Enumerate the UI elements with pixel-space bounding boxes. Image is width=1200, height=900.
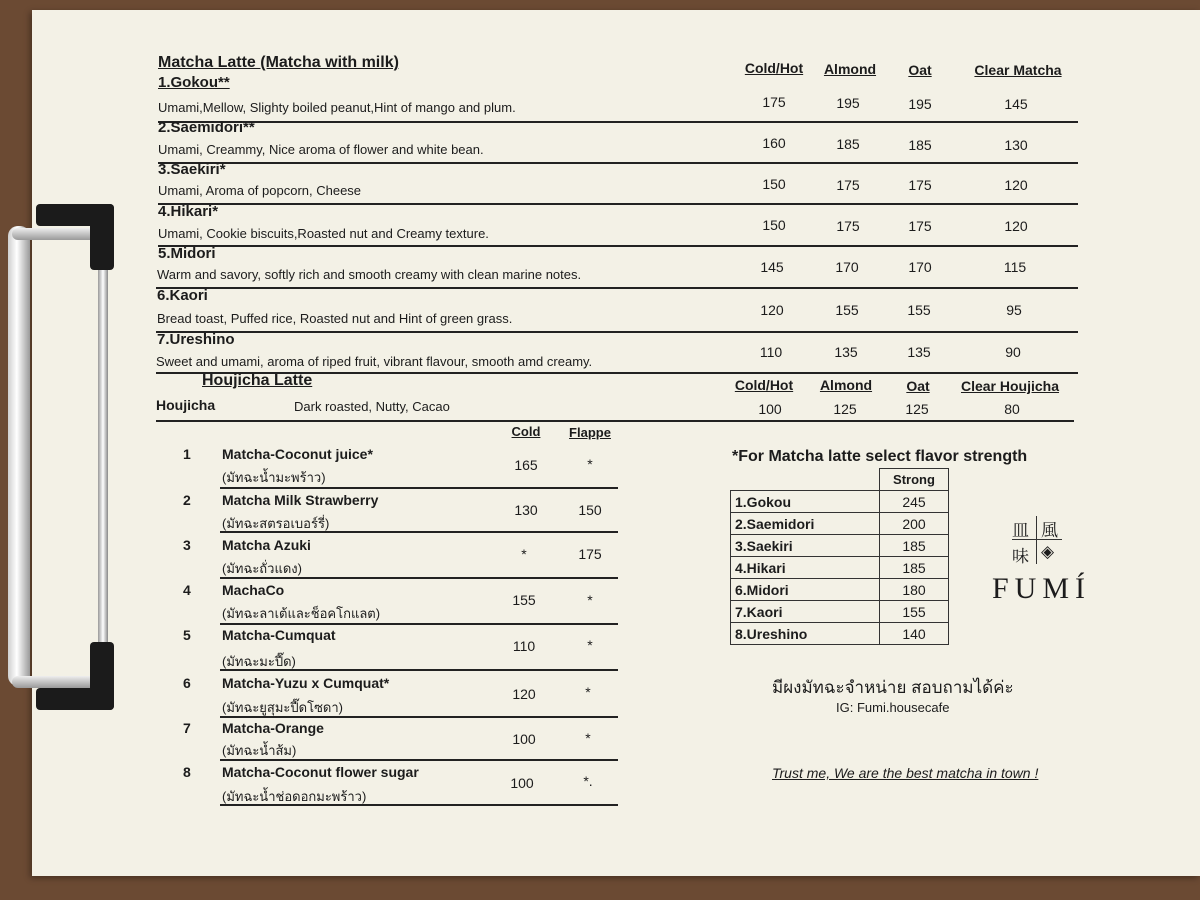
price-clear: 130 bbox=[1004, 137, 1028, 153]
price-cold-hot: 150 bbox=[762, 176, 786, 192]
special-thai-name: (มัทฉะน้ำมะพร้าว) bbox=[222, 470, 326, 485]
houjicha-price-almond: 125 bbox=[833, 401, 857, 417]
houjicha-name: Houjicha bbox=[156, 397, 216, 413]
price-oat: 170 bbox=[908, 259, 932, 275]
menu-item-desc: Umami, Cookie biscuits,Roasted nut and Creamy texture. bbox=[158, 226, 489, 241]
strength-row-name: 7.Kaori bbox=[731, 601, 880, 623]
strength-row-name: 3.Saekiri bbox=[731, 535, 880, 557]
special-name: Matcha-Yuzu x Cumquat* bbox=[222, 675, 390, 691]
special-number: 7 bbox=[183, 720, 191, 736]
price-almond: 175 bbox=[836, 177, 860, 193]
menu-item-desc: Sweet and umami, aroma of riped fruit, vibrant flavour, smooth amd creamy. bbox=[156, 354, 593, 369]
special-number: 2 bbox=[183, 492, 191, 508]
price-oat: 185 bbox=[908, 137, 932, 153]
special-name: Matcha-Coconut flower sugar bbox=[222, 764, 419, 780]
header-oat: Oat bbox=[908, 62, 932, 78]
strength-row-name: 1.Gokou bbox=[731, 491, 880, 513]
price-oat: 175 bbox=[908, 218, 932, 234]
specials-header-cold: Cold bbox=[511, 424, 541, 439]
special-number: 4 bbox=[183, 582, 191, 598]
special-name: MachaCo bbox=[222, 582, 285, 598]
price-oat: 155 bbox=[907, 302, 931, 318]
powder-for-sale-note: มีผงมัทฉะจำหน่าย สอบถามได้ค่ะ bbox=[772, 678, 1014, 697]
strength-row-value: 245 bbox=[880, 491, 949, 513]
special-thai-name: (มัทฉะน้ำส้ม) bbox=[222, 743, 297, 758]
header-almond: Almond bbox=[823, 61, 877, 77]
special-number: 3 bbox=[183, 537, 191, 553]
houjicha-price-oat: 125 bbox=[905, 401, 929, 417]
special-price-flappe: 175 bbox=[578, 546, 602, 562]
price-clear: 120 bbox=[1004, 177, 1028, 193]
houjicha-header-almond: Almond bbox=[819, 377, 873, 393]
strength-row-value: 185 bbox=[880, 535, 949, 557]
menu-item-desc: Warm and savory, softly rich and smooth creamy with clean marine notes. bbox=[157, 267, 582, 282]
houjicha-header-cold-hot: Cold/Hot bbox=[734, 377, 794, 393]
slogan: Trust me, We are the best matcha in town ! bbox=[772, 765, 1039, 781]
strength-table bbox=[730, 468, 949, 645]
menu-item-name: 1.Gokou** bbox=[158, 74, 230, 91]
price-almond: 170 bbox=[835, 259, 859, 275]
price-almond: 175 bbox=[836, 218, 860, 234]
price-oat: 195 bbox=[908, 96, 932, 112]
menu-item-name: 4.Hikari* bbox=[158, 203, 219, 220]
price-clear: 145 bbox=[1004, 96, 1028, 112]
price-cold-hot: 145 bbox=[760, 259, 784, 275]
header-cold-hot: Cold/Hot bbox=[744, 60, 804, 76]
special-price-cold: 120 bbox=[512, 686, 536, 702]
special-price-cold: 100 bbox=[510, 775, 534, 791]
special-price-flappe: * bbox=[587, 456, 593, 472]
matcha-latte-title: Matcha Latte (Matcha with milk) bbox=[158, 54, 399, 71]
houjicha-desc: Dark roasted, Nutty, Cacao bbox=[294, 399, 450, 414]
strength-row-name: 4.Hikari bbox=[731, 557, 880, 579]
special-thai-name: (มัทฉะยูสุมะปี๊ดโซดา) bbox=[222, 700, 343, 715]
price-oat: 175 bbox=[908, 177, 932, 193]
logo-glyph: ◈ bbox=[1041, 542, 1055, 562]
logo-glyph: 皿 bbox=[1012, 521, 1029, 541]
special-name: Matcha-Coconut juice* bbox=[222, 446, 373, 462]
strength-row-name: 6.Midori bbox=[731, 579, 880, 601]
special-number: 6 bbox=[183, 675, 191, 691]
price-cold-hot: 120 bbox=[760, 302, 784, 318]
strength-row-value: 200 bbox=[880, 513, 949, 535]
strength-row-value: 155 bbox=[880, 601, 949, 623]
special-name: Matcha Azuki bbox=[222, 537, 311, 553]
special-name: Matcha-Orange bbox=[222, 720, 324, 736]
price-clear: 90 bbox=[1005, 344, 1021, 360]
special-price-flappe: 150 bbox=[578, 502, 602, 518]
houjicha-title: Houjicha Latte bbox=[202, 372, 313, 389]
menu-item-name: 3.Saekiri* bbox=[158, 161, 226, 178]
menu-item-name: 6.Kaori bbox=[157, 287, 208, 304]
price-almond: 135 bbox=[834, 344, 858, 360]
strength-title: *For Matcha latte select flavor strength bbox=[732, 448, 1028, 465]
special-price-cold: 130 bbox=[514, 502, 538, 518]
special-price-cold: 165 bbox=[514, 457, 538, 473]
special-price-cold: 100 bbox=[512, 731, 536, 747]
special-number: 1 bbox=[183, 446, 191, 462]
special-thai-name: (มัทฉะน้ำช่อดอกมะพร้าว) bbox=[222, 789, 367, 804]
price-cold-hot: 160 bbox=[762, 135, 786, 151]
price-oat: 135 bbox=[907, 344, 931, 360]
price-almond: 195 bbox=[836, 95, 860, 111]
special-price-cold: * bbox=[521, 546, 527, 562]
price-clear: 115 bbox=[1003, 259, 1027, 275]
clip-rod-vertical bbox=[98, 262, 108, 650]
fumi-logo bbox=[990, 512, 1100, 612]
price-cold-hot: 110 bbox=[759, 344, 783, 360]
instagram-handle: IG: Fumi.housecafe bbox=[836, 700, 950, 715]
special-price-flappe: * bbox=[585, 730, 591, 746]
special-thai-name: (มัทฉะถั่วแดง) bbox=[222, 561, 302, 576]
strength-row-name: 8.Ureshino bbox=[731, 623, 880, 645]
menu-item-desc: Umami, Aroma of popcorn, Cheese bbox=[158, 183, 362, 198]
houjicha-header-clear: Clear Houjicha bbox=[960, 378, 1060, 394]
price-clear: 95 bbox=[1006, 302, 1022, 318]
special-price-cold: 110 bbox=[512, 638, 536, 654]
special-thai-name: (มัทฉะลาเต้และช็อคโกแลต) bbox=[222, 606, 381, 621]
strength-row-value: 140 bbox=[880, 623, 949, 645]
clip-cap-bottom bbox=[36, 642, 114, 712]
menu-item-desc: Umami, Creammy, Nice aroma of flower and white bean. bbox=[158, 142, 484, 157]
houjicha-price-clear: 80 bbox=[1004, 401, 1020, 417]
logo-glyph: 風 bbox=[1041, 521, 1058, 541]
price-clear: 120 bbox=[1004, 218, 1028, 234]
menu-item-desc: Bread toast, Puffed rice, Roasted nut and Hint of green grass. bbox=[157, 311, 513, 326]
menu-item-name: 2.Saemidori** bbox=[158, 119, 255, 136]
price-almond: 185 bbox=[836, 136, 860, 152]
special-name: Matcha Milk Strawberry bbox=[222, 492, 379, 508]
special-thai-name: (มัทฉะสตรอเบอร์รี่) bbox=[222, 516, 330, 531]
menu-item-name: 5.Midori bbox=[158, 245, 216, 262]
menu-item-name: 7.Ureshino bbox=[157, 331, 235, 348]
special-price-flappe: * bbox=[587, 637, 593, 653]
special-thai-name: (มัทฉะมะปี๊ด) bbox=[222, 654, 296, 669]
strength-row-value: 185 bbox=[880, 557, 949, 579]
special-price-flappe: * bbox=[585, 684, 591, 700]
header-clear-matcha: Clear Matcha bbox=[974, 62, 1062, 78]
clipboard-clip bbox=[8, 226, 30, 686]
strength-header: Strong bbox=[880, 469, 949, 491]
strength-row-value: 180 bbox=[880, 579, 949, 601]
price-cold-hot: 150 bbox=[762, 217, 786, 233]
special-number: 5 bbox=[183, 627, 191, 643]
special-number: 8 bbox=[183, 764, 191, 780]
special-name: Matcha-Cumquat bbox=[222, 627, 336, 643]
menu-item-desc: Umami,Mellow, Slighty boiled peanut,Hint of mango and plum. bbox=[158, 100, 516, 115]
special-price-flappe: *. bbox=[583, 773, 593, 789]
brand-name: FUMÍ bbox=[992, 572, 1092, 605]
special-price-flappe: * bbox=[587, 592, 593, 608]
price-almond: 155 bbox=[835, 302, 859, 318]
clip-cap-top bbox=[36, 202, 114, 270]
houjicha-header-oat: Oat bbox=[906, 378, 930, 394]
logo-glyph: 味 bbox=[1012, 547, 1029, 567]
special-price-cold: 155 bbox=[512, 592, 536, 608]
specials-header-flappe: Flappe bbox=[569, 425, 611, 440]
strength-row-name: 2.Saemidori bbox=[731, 513, 880, 535]
price-cold-hot: 175 bbox=[762, 94, 786, 110]
houjicha-price-cold-hot: 100 bbox=[758, 401, 782, 417]
